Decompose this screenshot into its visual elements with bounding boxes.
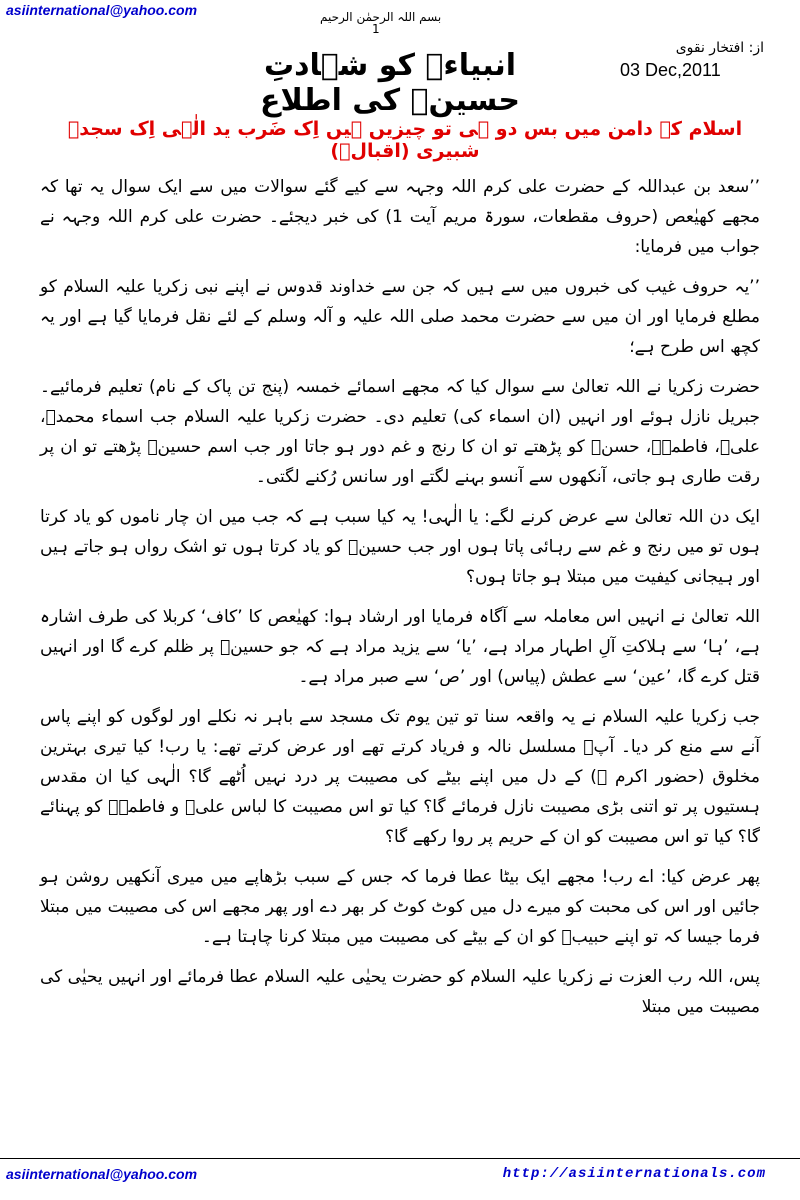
header-email[interactable]: asiinternational@yahoo.com [6, 2, 198, 18]
date: 03 Dec,2011 [620, 60, 721, 80]
paragraph: ’’یہ حروف غیب کی خبروں میں سے ہیں کہ جن سے خداوند قدوس نے اپنے نبی زکریا علیہ السلام کو مطلع فرمایا اور ان میں سے حضرت محمد صلی اللہ علیہ و آلہ وسلم کے لئے نقل فرمایا گیا ہے اور یہ کچھ اس طرح ہے؛ [40, 277, 760, 357]
author-line: از: افتخار نقوی [675, 40, 764, 56]
bismillah: بسم اللہ الرحمٰن الرحیم [320, 10, 442, 24]
iqbal-quote: اسلام کے دامن میں بس دو ہی تو چیزیں ہیں اِک ضَرب ید الٰہی اِک سجدۂ شبیری (اقبالؒ) [67, 118, 743, 162]
page-title: انبیاءؑ کو شہادتِ حسینؑ کی اطلاع [260, 48, 520, 118]
footer-website-link[interactable]: http://asiinternationals.com [502, 1166, 766, 1182]
paragraph: جب زکریا علیہ السلام نے یہ واقعہ سنا تو تین یوم تک مسجد سے باہر نہ نکلے اور لوگوں کو اپنے پاس آنے سے منع کر دیا۔ آپؑ مسلسل نالہ و فریاد کرتے تھے اور عرض کرتے تھے: یا رب! کیا تیری بہترین مخلوق (حضور اکرم ﷺ) کے دل میں اپنے بیٹے کی مصیبت پر درد نہیں اُٹھے گا؟ الٰہی کیا ان مقدس ہستیوں پر تو اتنی بڑی مصیبت نازل فرمائے گا؟ کیا تو اس مصیبت کا لباس علیؑ و فاطمہؑ کو پہنائے گا؟ کیا تو اس مصیبت کو ان کے حریم پر روا رکھے گا؟ [40, 707, 760, 847]
paragraph: اللہ تعالیٰ نے انہیں اس معاملہ سے آگاہ فرمایا اور ارشاد ہوا: کھیٰعص کا ’کاف‘ کربلا کی طرف اشارہ ہے، ’ہا‘ سے ہلاکتِ آلِ اطہار مراد ہے، ’یا‘ سے یزید مراد ہے کہ جو حسینؑ پر ظلم کرے گا اور انہیں قتل کرے گا، ’عین‘ سے عطش (پیاس) اور ’ص‘ سے صبر مراد ہے۔ [40, 607, 760, 687]
page-number: 1 [372, 22, 380, 36]
paragraph: ’’سعد بن عبداللہ کے حضرت علی کرم اللہ وجہہ سے کیے گئے سوالات میں سے ایک سوال یہ تھا کہ مجھے کھیٰعص (حروف مقطعات، سورۃ مریم آیت 1) کی خبر دیجئے۔ حضرت علی کرم اللہ وجہہ نے جواب میں فرمایا: [40, 177, 760, 257]
footer-divider [0, 1158, 800, 1159]
article-body [40, 172, 760, 1032]
paragraph: حضرت زکریا نے اللہ تعالیٰ سے سوال کیا کہ مجھے اسمائے خمسہ (پنج تن پاک کے نام) تعلیم فرمائیے۔ جبریل نازل ہوئے اور انہیں (ان اسماء کی) تعلیم دی۔ حضرت زکریا علیہ السلام جب اسماء محمدؐ، علیؑ، فاطمہؑ، حسنؑ کو پڑھتے تو ان کا رنج و غم دور ہو جاتا اور جب اسم حسینؑ پڑھتے تو ان پر رقت طاری ہو جاتی، آنکھوں سے آنسو بہنے لگتے اور سانس رُکنے لگتی۔ [40, 377, 760, 487]
footer-email[interactable]: asiinternational@yahoo.com [6, 1166, 198, 1182]
paragraph: پھر عرض کیا: اے رب! مجھے ایک بیٹا عطا فرما کہ جس کے سبب بڑھاپے میں میری آنکھیں روشن ہو جائیں اور اس کی محبت کو میرے دل میں کوٹ کوٹ کر بھر دے اور پھر مجھے اس کی مصیبت میں مبتلا فرما جیسا کہ تو اپنے حبیبؐ کو ان کے بیٹے کی مصیبت میں مبتلا کرنا چاہتا ہے۔ [40, 867, 760, 947]
paragraph: پس، اللہ رب العزت نے زکریا علیہ السلام کو حضرت یحیٰی علیہ السلام عطا فرمائے اور انہیں یحیٰی کی مصیبت میں مبتلا [39, 967, 760, 1017]
paragraph: ایک دن اللہ تعالیٰ سے عرض کرنے لگے: یا الٰہی! یہ کیا سبب ہے کہ جب میں ان چار ناموں کو یاد کرتا ہوں تو میں رنج و غم سے رہائی پاتا ہوں اور جب حسینؑ کو یاد کرتا ہوں تو اشک رواں ہو جاتے ہیں اور ہیجانی کیفیت میں مبتلا ہو جاتا ہوں؟ [40, 507, 760, 587]
